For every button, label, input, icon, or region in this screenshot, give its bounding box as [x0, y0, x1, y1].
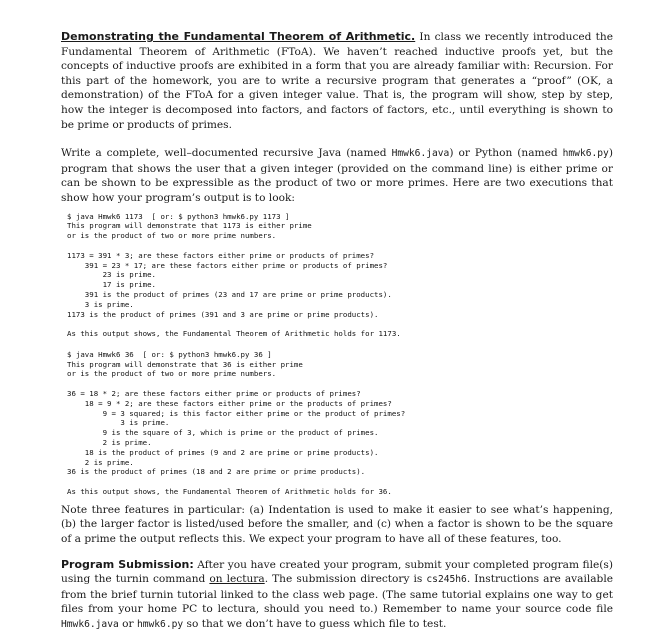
task-text-1: Write a complete, well–documented recursive Java (named: [61, 147, 392, 160]
code-line: or is the product of two or more prime numbers.: [67, 369, 277, 379]
java-filename-2: Hmwk6.java: [61, 619, 119, 630]
submission-text-4: . Instructions are available from the brief turnin tutorial linked to the class web page. (The same tutorial explains one way to get files from your home PC to lectura, should you need to.) Remember to name your source code file: [61, 573, 613, 616]
submission-paragraph: [61, 558, 613, 633]
assignment-page: [61, 30, 613, 633]
section-heading: Demonstrating the Fundamental Theorem of Arithmetic.: [61, 30, 416, 43]
code-line: 1173 is the product of primes (391 and 3 are prime or prime products).: [67, 309, 379, 319]
code-line: This program will demonstrate that 1173 is either prime: [67, 221, 312, 231]
code-line: 391 is the product of primes (23 and 17 are prime or prime products).: [67, 289, 392, 299]
features-note: Note three features in particular: (a) Indentation is used to make it easier to see what’s happening, (b) the larger factor is listed/used before the smaller, and (c) when a factor is shown to be the square of a prime the output reflects this. We expect your program to have all of these features, too.: [61, 503, 613, 546]
task-text-3: ) program that shows the user that a given integer (provided on the command line) is either prime or can be shown to be expressible as the product of two or more primes. Here are two executions that show how your program’s output is to look:: [61, 147, 613, 204]
code-line: 3 is prime.: [67, 299, 134, 309]
example-output-1173: [67, 212, 613, 339]
python-filename: hmwk6.py: [562, 148, 609, 160]
code-line: 1173 = 391 * 3; are these factors either prime or products of primes?: [67, 250, 375, 260]
code-line: 23 is prime.: [67, 270, 156, 280]
code-line: 36 is the product of primes (18 and 2 are prime or prime products).: [67, 467, 366, 477]
submission-text-6: so that we don’t have to guess which file to test.: [183, 618, 447, 630]
code-line: 9 is the square of 3, which is prime or the product of primes.: [67, 428, 379, 438]
code-line: 9 = 3 squared; is this factor either prime or the product of primes?: [67, 408, 406, 418]
task-text-2: ) or Python (named: [449, 147, 563, 160]
submission-text-3: . The submission directory is: [264, 573, 427, 586]
code-line: As this output shows, the Fundamental Theorem of Arithmetic holds for 36.: [67, 487, 392, 497]
submission-text-5: or: [118, 618, 137, 630]
java-filename: Hmwk6.java: [391, 148, 450, 160]
example-output-36: [67, 350, 613, 497]
submission-text-1: After you have created your program, submit your completed program file(s) using the: [61, 558, 613, 586]
code-line: 17 is prime.: [67, 280, 156, 290]
submission-heading: Program Submission:: [61, 557, 194, 571]
intro-text: In class we recently introduced the Fundamental Theorem of Arithmetic (FToA). We haven’t reached inductive proofs yet, but the concepts of inductive proofs are exhibited in a form that you are already familiar with: Recursion. For this part of the homework, you are to write a recursive program that generates a “proof” (OK, a demonstration) of the FToA for a given integer value. That is, the program will show, step by step, how the integer is decomposed into factors, and factors of factors, etc., until everything is shown to be prime or products of primes.: [61, 31, 613, 131]
code-line: This program will demonstrate that 36 is either prime: [67, 359, 303, 369]
code-line: or is the product of two or more prime numbers.: [67, 231, 277, 241]
task-paragraph: [61, 146, 613, 205]
submission-text-2: command: [148, 573, 210, 586]
code-line: As this output shows, the Fundamental Theorem of Arithmetic holds for 1173.: [67, 329, 401, 339]
lectura-link[interactable]: on lectura: [209, 573, 265, 586]
code-line: $ java Hmwk6 1173 [ or: $ python3 hmwk6.py 1173 ]: [67, 211, 290, 221]
code-line: 18 = 9 * 2; are these factors either prime or the products of primes?: [67, 398, 392, 408]
submission-directory: cs245h6: [426, 574, 467, 586]
turnin-command: turnin: [115, 573, 149, 586]
code-line: [67, 477, 613, 487]
code-line: 36 = 18 * 2; are these factors either prime or products of primes?: [67, 389, 361, 399]
code-line: 2 is prime.: [67, 438, 152, 448]
python-filename-2: hmwk6.py: [136, 619, 184, 630]
code-line: [67, 379, 613, 389]
code-line: 18 is the product of primes (9 and 2 are prime or prime products).: [67, 447, 379, 457]
code-line: $ java Hmwk6 36 [ or: $ python3 hmwk6.py 36 ]: [67, 349, 272, 359]
code-line: 391 = 23 * 17; are these factors either prime or products of primes?: [67, 260, 388, 270]
code-line: 2 is prime.: [67, 457, 134, 467]
code-line: [67, 319, 613, 329]
code-line: [67, 241, 613, 251]
code-line: 3 is prime.: [67, 418, 170, 428]
intro-paragraph: [61, 30, 613, 132]
